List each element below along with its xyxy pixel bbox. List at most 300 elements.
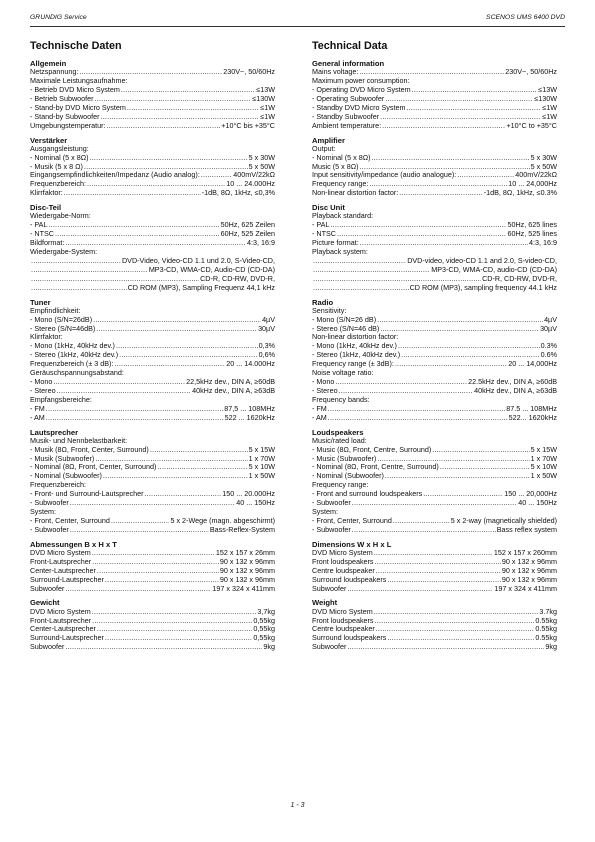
spec-label: Non-linear distortion factor:	[312, 188, 399, 198]
spec-value: CD ROM (MP3), Sampling Frequenz 44,1 kHz	[127, 282, 275, 292]
dot-leader	[121, 86, 255, 95]
spec-label: - Stereo	[30, 385, 56, 395]
dot-leader	[376, 567, 501, 576]
spec-row	[30, 499, 275, 508]
spec-row	[30, 585, 275, 594]
spec-label: - Mono	[30, 377, 53, 386]
spec-row	[312, 499, 557, 508]
spec-row	[30, 122, 275, 131]
dot-leader	[92, 608, 257, 617]
spec-label: - PAL	[312, 220, 330, 230]
spec-value: 150 ... 20.000Hz	[222, 489, 275, 499]
dot-leader	[144, 490, 221, 499]
dot-leader	[65, 643, 262, 652]
dot-leader	[111, 517, 170, 526]
spec-value: 5 x 10W	[530, 462, 557, 472]
spec-row	[312, 526, 557, 535]
spec-row	[312, 122, 557, 131]
spec-label: - Music (8Ω, Front, Centre, Surround)	[312, 444, 432, 454]
spec-label: - Subwoofer	[312, 498, 351, 508]
spec-value: Bass reflex system	[496, 524, 557, 534]
spec-value: 522... 1620kHz	[508, 412, 557, 422]
dot-leader	[96, 325, 257, 334]
spec-value: 522 ... 1620kHz	[224, 412, 275, 422]
spec-value: 1 x 70W	[248, 453, 275, 463]
spec-subheading: Ausgangsleistung:	[30, 143, 89, 153]
spec-value: CD-R, CD-RW, DVD-R,	[200, 273, 275, 283]
spec-label: - Betrieb DVD Micro System	[30, 85, 120, 95]
spec-group-heading: Radio	[312, 297, 334, 307]
spec-subheading: System:	[312, 506, 338, 516]
spec-label: Ambient temperature:	[312, 120, 382, 130]
spec-label: - Nominal (Subwoofer)	[30, 471, 102, 481]
spec-label: Front loudspeakers	[312, 556, 374, 566]
spec-label: - Operating DVD Micro System	[312, 85, 411, 95]
spec-group-heading: Lautsprecher	[30, 427, 79, 437]
spec-label: Umgebungstemperatur:	[30, 120, 106, 130]
spec-label: - NTSC	[30, 229, 54, 239]
spec-subheading: Music/rated load:	[312, 435, 367, 445]
spec-row	[312, 189, 557, 198]
dot-leader	[92, 549, 215, 558]
spec-value: 22,5kHz dev., DIN A, ≥60dB	[186, 377, 275, 386]
spec-label: - Mono (1kHz, 40kHz dev.)	[312, 341, 397, 351]
spec-label: - Stereo (S/N=46dB)	[30, 323, 96, 333]
dot-leader	[70, 526, 209, 535]
spec-label: - Nominal (8Ω, Front, Centre, Surround)	[312, 462, 439, 472]
english-column	[312, 40, 557, 652]
spec-value: 5 x 30W	[248, 152, 275, 162]
spec-value: 150 ... 20,000Hz	[504, 489, 557, 499]
spec-label: Center-Lautsprecher	[30, 624, 96, 634]
dot-leader	[330, 221, 506, 230]
spec-subheading: Output:	[312, 143, 336, 153]
spec-value: 9kg	[545, 642, 557, 652]
header-model: SCENOS UMS 6400 DVD	[486, 14, 565, 21]
spec-label: - Stereo (1kHz, 40kHz dev.)	[30, 350, 119, 360]
dot-leader	[313, 257, 406, 266]
dot-leader	[385, 95, 533, 104]
spec-subheading: System:	[30, 506, 56, 516]
dot-leader	[376, 625, 535, 634]
dot-leader	[105, 576, 219, 585]
spec-group-heading: Verstärker	[30, 135, 68, 145]
spec-label: Picture format:	[312, 238, 359, 248]
dot-leader	[457, 171, 514, 180]
spec-value: 20 ... 14,000Hz	[508, 359, 557, 369]
spec-label: - Nominal (8Ω, Front, Center, Surround)	[30, 462, 157, 472]
spec-value: ≤130W	[252, 93, 275, 103]
dot-leader	[65, 585, 211, 594]
spec-value: 5 x 50W	[530, 161, 557, 171]
spec-value: 5 x 30W	[530, 152, 557, 162]
spec-value: 40kHz dev., DIN A, ≥63dB	[192, 385, 275, 395]
dot-leader	[157, 463, 247, 472]
spec-value: 3,7kg	[257, 606, 275, 616]
spec-value: 50Hz, 625 Zeilen	[220, 220, 275, 230]
spec-label: Frequency range:	[312, 179, 369, 189]
spec-label: Frequency range (± 3dB):	[312, 359, 394, 369]
spec-value: 400mV/22kΩ	[515, 170, 557, 180]
spec-subheading: Empfangsbereiche:	[30, 394, 92, 404]
dot-leader	[92, 558, 219, 567]
spec-label: - Nominal (5 x 8Ω)	[30, 152, 89, 162]
spec-label: - Standby Subwoofer	[312, 111, 380, 121]
spec-label: Front-Lautsprecher	[30, 556, 92, 566]
spec-label: DVD Micro System	[30, 606, 91, 616]
spec-value: 1 x 70W	[530, 453, 557, 463]
spec-group-heading: Disc-Teil	[30, 203, 62, 213]
spec-subheading: Frequency bands:	[312, 394, 370, 404]
spec-subheading: Wiedergabe-System:	[30, 247, 98, 257]
spec-group-heading: Gewicht	[30, 598, 60, 608]
spec-value: 90 x 132 x 96mm	[501, 565, 557, 575]
spec-value: 5 x 50W	[248, 161, 275, 171]
spec-value: 0.6%	[540, 350, 557, 360]
spec-value: ≤13W	[256, 85, 275, 95]
spec-subheading: Playback system:	[312, 247, 368, 257]
spec-label: - Betrieb Subwoofer	[30, 93, 94, 103]
dot-leader	[375, 617, 535, 626]
dot-leader	[406, 104, 541, 113]
dot-leader	[328, 414, 508, 423]
spec-value: -1dB, 8Ω, 1kHz, ≤0,3%	[201, 188, 275, 198]
spec-label: - Mono (S/N=26 dB)	[312, 314, 377, 324]
spec-label: Surround loudspeakers	[312, 633, 387, 643]
dot-leader	[399, 189, 482, 198]
spec-group-heading: Abmessungen B x H x T	[30, 539, 117, 549]
spec-label: Subwoofer	[30, 642, 65, 652]
dot-leader	[53, 378, 185, 387]
spec-label: - Operating Subwoofer	[312, 93, 385, 103]
dot-leader	[440, 463, 530, 472]
spec-label: DVD Micro System	[312, 606, 373, 616]
spec-subheading: Klirrfaktor:	[30, 332, 63, 342]
spec-label: - Front- und Surround-Lautsprecher	[30, 489, 144, 499]
dot-leader	[31, 266, 148, 275]
spec-label: - PAL	[30, 220, 48, 230]
spec-value: 0,55kg	[253, 633, 275, 643]
dot-leader	[105, 634, 252, 643]
german-column	[30, 40, 275, 652]
dot-leader	[31, 284, 127, 293]
spec-group-heading: Weight	[312, 598, 338, 608]
spec-value: CD-R, CD-RW, DVD-R,	[482, 273, 557, 283]
spec-value: DVD-Video, Video-CD 1.1 und 2.0, S-Video-CD,	[121, 255, 275, 265]
dot-leader	[432, 446, 529, 455]
spec-value: 230V~, 50/60Hz	[505, 67, 557, 77]
page-number: 1 - 3	[290, 802, 305, 809]
spec-group-heading: Loudspeakers	[312, 427, 364, 437]
dot-leader	[395, 360, 507, 369]
spec-value: 230V~, 50/60Hz	[223, 67, 275, 77]
spec-label: Netzspannung:	[30, 67, 79, 77]
spec-value: 152 x 157 x 26mm	[215, 547, 275, 557]
spec-value: 4:3, 16:9	[529, 238, 557, 248]
header-brand: GRUNDIG Service	[30, 14, 87, 21]
spec-value: 5 x 15W	[530, 444, 557, 454]
spec-value: 5 x 10W	[248, 462, 275, 472]
spec-value: 0,55kg	[253, 624, 275, 634]
spec-label: Centre loudspeaker	[312, 565, 375, 575]
spec-value: 4µV	[544, 314, 557, 324]
spec-label: - NTSC	[312, 229, 336, 239]
spec-value: ≤1W	[260, 102, 275, 112]
spec-value: Bass-Reflex-System	[209, 524, 275, 534]
spec-label: - FM	[312, 403, 327, 413]
spec-value: ≤1W	[542, 102, 557, 112]
spec-label: Frequenzbereich:	[30, 179, 86, 189]
dot-leader	[387, 634, 534, 643]
spec-row	[30, 189, 275, 198]
dot-leader	[412, 86, 538, 95]
spec-label: Front-Lautsprecher	[30, 615, 92, 625]
dot-leader	[374, 608, 539, 617]
spec-value: 4µV	[262, 314, 275, 324]
dot-leader	[97, 625, 252, 634]
dot-leader	[150, 446, 248, 455]
spec-label: Bildformat:	[30, 238, 65, 248]
spec-value: 30µV	[540, 323, 557, 333]
spec-label: - Subwoofer	[30, 498, 69, 508]
spec-label: Center-Lautsprecher	[30, 565, 96, 575]
dot-leader	[107, 122, 221, 131]
spec-row	[312, 643, 557, 652]
dot-leader	[70, 499, 235, 508]
spec-row	[312, 634, 557, 643]
spec-label: Centre loudspeaker	[312, 624, 375, 634]
spec-row	[30, 643, 275, 652]
spec-label: Front loudspeakers	[312, 615, 374, 625]
spec-value: 0,6%	[258, 350, 275, 360]
dot-leader	[374, 549, 493, 558]
spec-group-heading: Dimensions W x H x L	[312, 539, 392, 549]
spec-subheading: Non-linear distortion factor:	[312, 332, 399, 342]
spec-label: - Front and surround loudspeakers	[312, 489, 423, 499]
spec-value: ≤13W	[538, 85, 557, 95]
spec-group-heading: Allgemein	[30, 59, 67, 68]
spec-row	[30, 284, 275, 293]
dot-leader	[375, 558, 501, 567]
dot-leader	[335, 378, 467, 387]
dot-leader	[372, 154, 530, 163]
dot-leader	[97, 567, 219, 576]
spec-label: - Musik (Subwoofer)	[30, 453, 95, 463]
spec-group-heading: Disc Unit	[312, 203, 345, 213]
dot-leader	[46, 414, 224, 423]
dot-leader	[337, 230, 506, 239]
spec-value: +10°C bis +35°C	[221, 120, 275, 130]
spec-value: 1 x 50W	[530, 471, 557, 481]
spec-label: - Subwoofer	[30, 524, 69, 534]
spec-value: 3.7kg	[539, 606, 557, 616]
spec-label: - Nominal (Subwoofer)	[312, 471, 384, 481]
dot-leader	[423, 490, 503, 499]
spec-label: Frequenzbereich (± 3 dB):	[30, 359, 114, 369]
spec-value: 4:3, 16:9	[247, 238, 275, 248]
dot-leader	[385, 472, 530, 481]
dot-leader	[31, 257, 121, 266]
spec-label: Klirrfaktor:	[30, 188, 63, 198]
spec-label: - AM	[30, 412, 45, 422]
spec-value: 0.55kg	[535, 624, 557, 634]
spec-value: 90 x 132 x 96mm	[501, 574, 557, 584]
spec-value: ≤1W	[260, 111, 275, 121]
spec-value: DVD-video, video-CD 1.1 and 2.0, S-video-CD,	[407, 255, 557, 265]
spec-subheading: Frequenzbereich:	[30, 480, 86, 490]
spec-value: 60Hz, 525 lines	[507, 229, 557, 239]
spec-value: CD ROM (MP3), sampling frequency 44.1 kHz	[409, 282, 557, 292]
dot-leader	[46, 405, 223, 414]
spec-label: Mains voltage:	[312, 67, 359, 77]
dot-leader	[55, 230, 220, 239]
spec-label: - Standby DVD Micro System	[312, 102, 406, 112]
spec-value: 22.5kHz dev., DIN A, ≥60dB	[468, 377, 557, 386]
spec-label: - Front, Center, Surround	[312, 515, 392, 525]
spec-label: - Mono (S/N=26dB)	[30, 314, 93, 324]
spec-value: MP3-CD, WMA-CD, audio-CD (CD-DA)	[431, 264, 557, 274]
spec-subheading: Geräuschspannungsabstand:	[30, 368, 124, 378]
spec-row	[30, 230, 275, 239]
spec-label: - Mono (1kHz, 40kHz dev.)	[30, 341, 115, 351]
dot-leader	[347, 643, 544, 652]
spec-label: - Stand-by DVD Micro System	[30, 102, 126, 112]
spec-value: 30µV	[258, 323, 275, 333]
dot-leader	[352, 526, 496, 535]
spec-value: -1dB, 8Ω, 1kHz, ≤0.3%	[483, 188, 557, 198]
spec-row	[312, 284, 557, 293]
dot-leader	[360, 239, 528, 248]
spec-row	[30, 526, 275, 535]
spec-value: 50Hz, 625 lines	[507, 220, 557, 230]
spec-value: 40kHz dev., DIN A, ≥63dB	[474, 385, 557, 395]
spec-value: 197 x 324 x 411mm	[494, 583, 557, 593]
spec-label: DVD Micro System	[30, 547, 91, 557]
spec-label: Subwoofer	[30, 583, 65, 593]
spec-group-heading: General information	[312, 59, 385, 68]
dot-leader	[90, 154, 248, 163]
spec-value: 60Hz, 525 Zeilen	[220, 229, 275, 239]
spec-value: 20 ... 14.000Hz	[226, 359, 275, 369]
spec-subheading: Empfindlichkeit:	[30, 305, 81, 315]
spec-label: - Stand-by Subwoofer	[30, 111, 100, 121]
spec-subheading: Frequency range:	[312, 480, 369, 490]
dot-leader	[352, 499, 517, 508]
spec-label: - Musik (5 x 8 Ω)	[30, 161, 83, 171]
spec-value: 90 x 132 x 96mm	[501, 556, 557, 566]
dot-leader	[127, 104, 259, 113]
dot-leader	[114, 360, 225, 369]
section-title: Technische Daten	[30, 40, 122, 52]
spec-value: 5 x 15W	[248, 444, 275, 454]
spec-value: 9kg	[263, 642, 275, 652]
spec-label: - Musik (8Ω, Front, Center, Surround)	[30, 444, 149, 454]
spec-label: - AM	[312, 412, 327, 422]
spec-subheading: Maximale Leistungsaufnahme:	[30, 76, 128, 86]
spec-label: - FM	[30, 403, 45, 413]
spec-value: 10 ... 24.000Hz	[226, 179, 275, 189]
dot-leader	[64, 189, 201, 198]
spec-value: 90 x 132 x 96mm	[219, 565, 275, 575]
spec-label: - Front, Center, Surround	[30, 515, 110, 525]
spec-label: - Stereo (1kHz, 40kHz dev.)	[312, 350, 401, 360]
spec-row	[30, 414, 275, 423]
dot-leader	[382, 122, 505, 131]
spec-value: 0.55kg	[535, 633, 557, 643]
spec-value: 152 x 157 x 260mm	[493, 547, 557, 557]
spec-label: - Subwoofer	[312, 524, 351, 534]
dot-leader	[398, 342, 540, 351]
spec-value: ≤1W	[542, 111, 557, 121]
spec-label: - Music (Subwoofer)	[312, 453, 377, 463]
spec-value: +10°C to +35°C	[506, 120, 557, 130]
spec-label: DVD Micro System	[312, 547, 373, 557]
spec-row	[312, 414, 557, 423]
spec-row	[30, 325, 275, 334]
spec-label: - Stereo (S/N=46 dB)	[312, 323, 380, 333]
spec-subheading: Sensitivity:	[312, 305, 347, 315]
spec-value: 5 x 2-way (magnetically shielded)	[450, 515, 557, 525]
spec-value: 0.3%	[540, 341, 557, 351]
dot-leader	[103, 472, 248, 481]
dot-leader	[116, 342, 258, 351]
spec-subheading: Wiedergabe-Norm:	[30, 211, 91, 221]
spec-subheading: Musik- und Nennbelastbarkeit:	[30, 435, 128, 445]
spec-label: Input sensitivity/impedance (audio analogue):	[312, 170, 457, 180]
spec-label: Eingangsempfindlichkeiten/Impedanz (Audio analog):	[30, 170, 200, 180]
spec-label: Surround-Lautsprecher	[30, 574, 104, 584]
spec-value: 1 x 50W	[248, 471, 275, 481]
spec-label: Surround loudspeakers	[312, 574, 387, 584]
spec-value: 0,55kg	[253, 615, 275, 625]
section-title: Technical Data	[312, 40, 388, 52]
spec-value: 400mV/22kΩ	[233, 170, 275, 180]
spec-value: 87.5 ... 108MHz	[506, 403, 557, 413]
spec-value: 10 ... 24,000Hz	[508, 179, 557, 189]
spec-subheading: Maximum power consumption:	[312, 76, 410, 86]
spec-value: 0,3%	[258, 341, 275, 351]
dot-leader	[380, 325, 539, 334]
spec-label: Subwoofer	[312, 642, 347, 652]
spec-label: - Stereo	[312, 385, 338, 395]
spec-subheading: Noise voltage ratio:	[312, 368, 374, 378]
dot-leader	[387, 576, 501, 585]
spec-value: 5 x 2-Wege (magn. abgeschirmt)	[170, 515, 275, 525]
dot-leader	[377, 316, 543, 325]
spec-value: MP3-CD, WMA-CD, Audio-CD (CD-DA)	[148, 264, 275, 274]
dot-leader	[313, 284, 409, 293]
spec-label: Music (5 x 8Ω)	[312, 161, 359, 171]
dot-leader	[93, 316, 261, 325]
dot-leader	[328, 405, 505, 414]
dot-leader	[347, 585, 493, 594]
spec-subheading: Playback standard:	[312, 211, 374, 221]
spec-value: 87,5 ... 108MHz	[224, 403, 275, 413]
spec-label: - Mono	[312, 377, 335, 386]
spec-row	[312, 585, 557, 594]
dot-leader	[393, 517, 450, 526]
spec-label: Surround-Lautsprecher	[30, 633, 104, 643]
spec-value: 90 x 132 x 96mm	[219, 556, 275, 566]
spec-row	[30, 634, 275, 643]
spec-value: 0.55kg	[535, 615, 557, 625]
spec-value: 90 x 132 x 96mm	[219, 574, 275, 584]
dot-leader	[313, 266, 430, 275]
spec-label: Subwoofer	[312, 583, 347, 593]
spec-group-heading: Tuner	[30, 297, 51, 307]
spec-value: 197 x 324 x 411mm	[212, 583, 275, 593]
spec-label: - Nominal (5 x 8Ω)	[312, 152, 371, 162]
